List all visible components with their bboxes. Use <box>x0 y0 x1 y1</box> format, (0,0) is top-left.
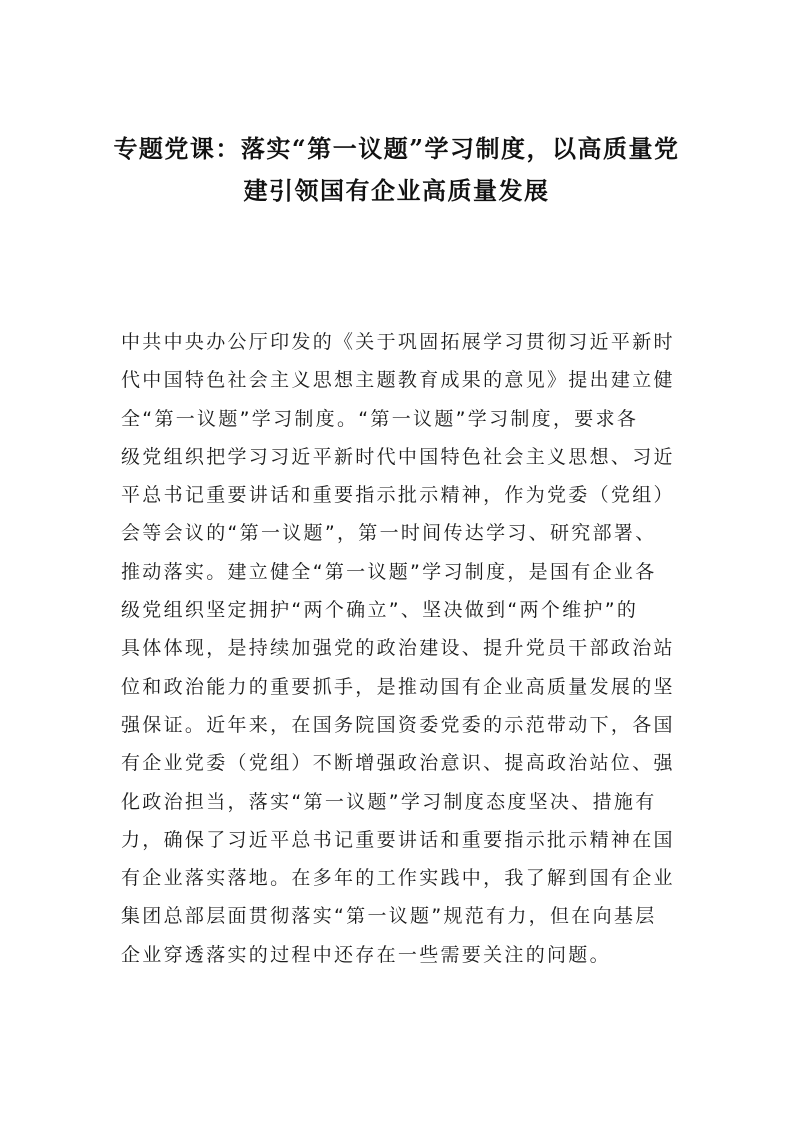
paragraph-line: 代中国特色社会主义思想主题教育成果的意见》提出建立健 <box>121 369 675 392</box>
title-line: 专题党课：落实“第一议题”学习制度，以高质量党 <box>113 134 680 163</box>
paragraph-line: 中共中央办公厅印发的《关于巩固拓展学习贯彻习近平新时 <box>121 331 675 353</box>
paragraph-line: 企业穿透落实的过程中还存在一些需要关注的问题。 <box>121 943 611 966</box>
paragraph-line: 化政治担当，落实“第一议题”学习制度态度坚决、措施有 <box>121 790 657 813</box>
paragraph-line: 全“第一议题”学习制度。“第一议题”学习制度，要求各 <box>121 407 639 430</box>
paragraph-line: 平总书记重要讲话和重要指示批示精神，作为党委（党组） <box>121 484 675 507</box>
paragraph-line: 有企业落实落地。在多年的工作实践中，我了解到国有企业 <box>121 867 675 890</box>
paragraph-line: 有企业党委（党组）不断增强政治意识、提高政治站位、强 <box>121 752 675 775</box>
paragraph-line: 位和政治能力的重要抓手，是推动国有企业高质量发展的坚 <box>121 675 675 698</box>
paragraph-line: 级党组织坚定拥护“两个确立”、坚决做到“两个维护”的 <box>121 599 639 622</box>
paragraph-line: 级党组织把学习习近平新时代中国特色社会主义思想、习近 <box>121 445 675 468</box>
paragraph-line: 具体体现，是持续加强党的政治建设、提升党员干部政治站 <box>121 637 675 660</box>
paragraph-line: 力，确保了习近平总书记重要讲话和重要指示批示精神在国 <box>121 828 675 851</box>
paragraph-line: 强保证。近年来，在国务院国资委党委的示范带动下，各国 <box>121 713 675 736</box>
document-title <box>100 128 693 212</box>
paragraph-line: 推动落实。建立健全“第一议题”学习制度，是国有企业各 <box>121 560 657 583</box>
paragraph-line: 会等会议的“第一议题”，第一时间传达学习、研究部署、 <box>121 522 657 545</box>
body-paragraph <box>121 323 673 974</box>
title-line: 建引领国有企业高质量发展 <box>243 176 550 205</box>
paragraph-line: 集团总部层面贯彻落实“第一议题”规范有力，但在向基层 <box>121 905 657 928</box>
